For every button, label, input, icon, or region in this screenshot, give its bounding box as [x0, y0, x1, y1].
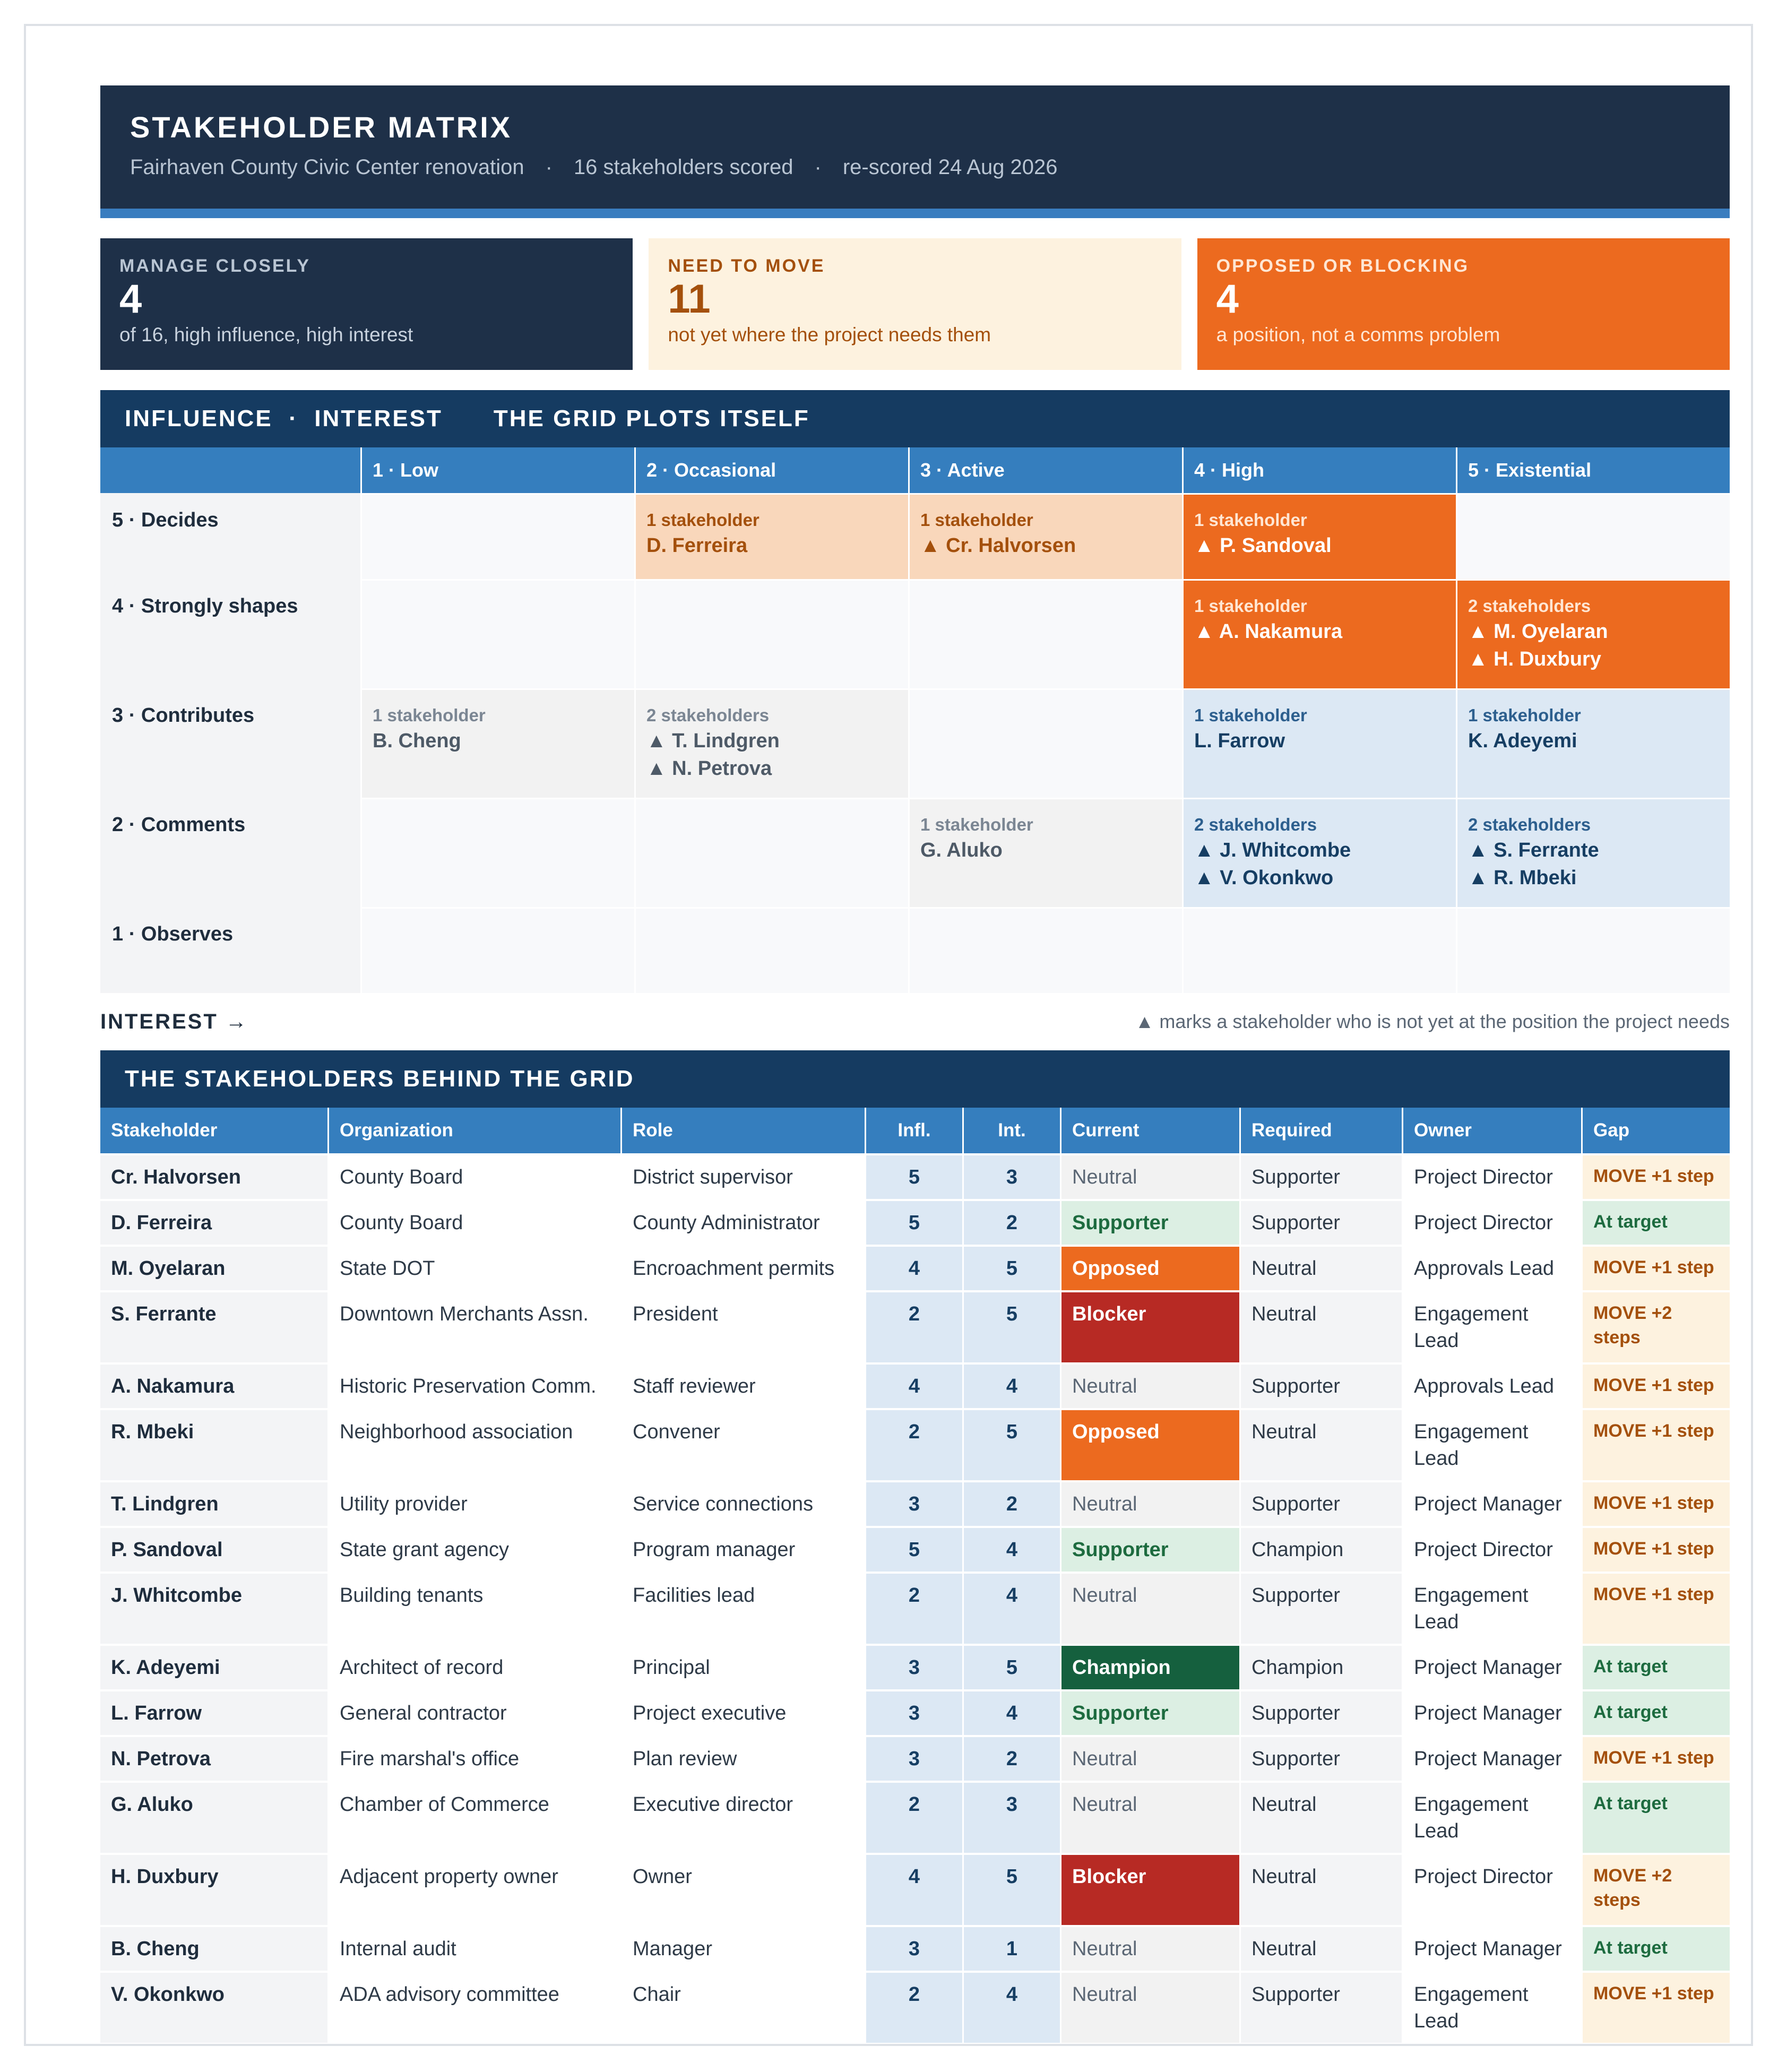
summary-cards	[100, 238, 1730, 370]
card-opposed-blocking	[1197, 238, 1730, 370]
column-header: Role	[620, 1108, 865, 1153]
role-cell: Owner	[620, 1853, 865, 1925]
scored-count: 16 stakeholders scored	[573, 156, 793, 179]
grid-cell	[634, 688, 908, 798]
organization-cell: General contractor	[327, 1689, 620, 1735]
gap-badge: MOVE +1 step	[1581, 1408, 1730, 1480]
table-section-header	[100, 1050, 1730, 1108]
stakeholder-name: H. Duxbury	[100, 1853, 327, 1925]
role-cell: Chair	[620, 1971, 865, 2043]
cell-count: 1 stakeholder	[1194, 705, 1307, 725]
gap-badge: MOVE +1 step	[1581, 1480, 1730, 1526]
organization-cell: Downtown Merchants Assn.	[327, 1290, 620, 1362]
page-title: STAKEHOLDER MATRIX	[130, 110, 513, 144]
grid-cell	[908, 579, 1182, 688]
organization-cell: Utility provider	[327, 1480, 620, 1526]
grid-legend	[100, 993, 1730, 1050]
card-value: 4	[1216, 277, 1239, 322]
organization-cell: County Board	[327, 1199, 620, 1245]
grid-row-label: 4 · Strongly shapes	[100, 579, 360, 688]
current-status: Opposed	[1060, 1245, 1239, 1290]
grid-section-header	[100, 390, 1730, 447]
cell-stakeholder-name: G. Aluko	[920, 839, 1003, 861]
interest-score: 2	[962, 1735, 1060, 1781]
organization-cell: State DOT	[327, 1245, 620, 1290]
owner-cell: Engagement Lead	[1402, 1781, 1581, 1853]
grid-section-subtitle: THE GRID PLOTS ITSELF	[493, 405, 810, 431]
grid-cell	[360, 688, 634, 798]
owner-cell: Engagement Lead	[1402, 1290, 1581, 1362]
role-cell: Staff reviewer	[620, 1362, 865, 1408]
cell-count: 2 stakeholders	[646, 705, 770, 725]
influence-interest-grid	[100, 447, 1730, 993]
cell-stakeholder-name: ▲ V. Okonkwo	[1194, 867, 1334, 889]
required-status: Neutral	[1239, 1925, 1402, 1971]
separator: ·	[814, 156, 822, 179]
influence-score: 3	[865, 1735, 962, 1781]
owner-cell: Project Manager	[1402, 1480, 1581, 1526]
owner-cell: Engagement Lead	[1402, 1572, 1581, 1644]
current-status: Neutral	[1060, 1480, 1239, 1526]
current-status: Champion	[1060, 1644, 1239, 1689]
stakeholder-name: M. Oyelaran	[100, 1245, 327, 1290]
cell-count: 1 stakeholder	[920, 510, 1033, 530]
role-cell: President	[620, 1290, 865, 1362]
organization-cell: State grant agency	[327, 1526, 620, 1572]
interest-score: 4	[962, 1971, 1060, 2043]
grid-cell	[1182, 798, 1456, 907]
interest-score: 2	[962, 1480, 1060, 1526]
influence-score: 2	[865, 1971, 962, 2043]
cell-count: 1 stakeholder	[1468, 705, 1581, 725]
stakeholder-name: L. Farrow	[100, 1689, 327, 1735]
gap-badge: At target	[1581, 1781, 1730, 1853]
required-status: Supporter	[1239, 1480, 1402, 1526]
stakeholder-name: A. Nakamura	[100, 1362, 327, 1408]
cell-stakeholder-name: ▲ R. Mbeki	[1468, 867, 1577, 889]
role-cell: Encroachment permits	[620, 1245, 865, 1290]
card-description: a position, not a comms problem	[1216, 324, 1500, 346]
grid-cell	[908, 907, 1182, 993]
interest-score: 5	[962, 1853, 1060, 1925]
grid-column-header: 2 · Occasional	[634, 447, 908, 493]
cell-stakeholder-name: L. Farrow	[1194, 730, 1285, 752]
column-header: Stakeholder	[100, 1108, 327, 1153]
required-status: Supporter	[1239, 1572, 1402, 1644]
cell-stakeholder-name: ▲ P. Sandoval	[1194, 534, 1332, 557]
influence-score: 2	[865, 1781, 962, 1853]
role-cell: Convener	[620, 1408, 865, 1480]
interest-score: 1	[962, 1925, 1060, 1971]
cell-count: 2 stakeholders	[1468, 596, 1591, 616]
grid-cell	[634, 798, 908, 907]
cell-stakeholder-name: B. Cheng	[373, 730, 461, 752]
required-status: Supporter	[1239, 1153, 1402, 1199]
owner-cell: Project Director	[1402, 1153, 1581, 1199]
grid-section-title: INFLUENCE · INTEREST	[125, 405, 443, 431]
role-cell: County Administrator	[620, 1199, 865, 1245]
stakeholder-name: B. Cheng	[100, 1925, 327, 1971]
card-value: 11	[668, 277, 711, 322]
influence-score: 3	[865, 1925, 962, 1971]
current-status: Neutral	[1060, 1735, 1239, 1781]
content	[100, 85, 1730, 2043]
current-status: Neutral	[1060, 1971, 1239, 2043]
influence-score: 2	[865, 1290, 962, 1362]
card-value: 4	[119, 277, 142, 322]
grid-corner-header	[100, 447, 360, 493]
stakeholder-name: N. Petrova	[100, 1735, 327, 1781]
grid-cell	[1182, 907, 1456, 993]
card-description: not yet where the project needs them	[668, 324, 991, 346]
current-status: Blocker	[1060, 1290, 1239, 1362]
grid-column-header: 3 · Active	[908, 447, 1182, 493]
cell-stakeholder-name: ▲ Cr. Halvorsen	[920, 534, 1076, 557]
column-header: Gap	[1581, 1108, 1730, 1153]
grid-cell	[908, 493, 1182, 579]
owner-cell: Project Director	[1402, 1199, 1581, 1245]
grid-cell	[908, 688, 1182, 798]
influence-score: 2	[865, 1408, 962, 1480]
interest-score: 4	[962, 1526, 1060, 1572]
organization-cell: Internal audit	[327, 1925, 620, 1971]
influence-score: 4	[865, 1245, 962, 1290]
page-subtitle	[130, 153, 1700, 181]
organization-cell: Historic Preservation Comm.	[327, 1362, 620, 1408]
required-status: Champion	[1239, 1644, 1402, 1689]
grid-cell	[634, 493, 908, 579]
current-status: Supporter	[1060, 1199, 1239, 1245]
role-cell: Manager	[620, 1925, 865, 1971]
current-status: Supporter	[1060, 1526, 1239, 1572]
cell-count: 1 stakeholder	[920, 815, 1033, 834]
grid-column-header: 1 · Low	[360, 447, 634, 493]
owner-cell: Approvals Lead	[1402, 1362, 1581, 1408]
required-status: Supporter	[1239, 1199, 1402, 1245]
role-cell: Principal	[620, 1644, 865, 1689]
card-label: NEED TO MOVE	[668, 256, 825, 276]
influence-score: 5	[865, 1199, 962, 1245]
column-header: Current	[1060, 1108, 1239, 1153]
owner-cell: Engagement Lead	[1402, 1971, 1581, 2043]
project-name: Fairhaven County Civic Center renovation	[130, 156, 524, 179]
stakeholder-name: V. Okonkwo	[100, 1971, 327, 2043]
grid-cell	[1456, 907, 1730, 993]
current-status: Neutral	[1060, 1572, 1239, 1644]
current-status: Opposed	[1060, 1408, 1239, 1480]
influence-score: 3	[865, 1480, 962, 1526]
required-status: Neutral	[1239, 1781, 1402, 1853]
card-description: of 16, high influence, high interest	[119, 324, 413, 346]
grid-cell	[634, 579, 908, 688]
table-section-title: THE STAKEHOLDERS BEHIND THE GRID	[125, 1066, 635, 1092]
cell-stakeholder-name: ▲ M. Oyelaran	[1468, 620, 1608, 643]
organization-cell: Fire marshal's office	[327, 1735, 620, 1781]
gap-badge: MOVE +1 step	[1581, 1245, 1730, 1290]
organization-cell: ADA advisory committee	[327, 1971, 620, 2043]
influence-score: 2	[865, 1572, 962, 1644]
grid-cell	[360, 907, 634, 993]
grid-row-label: 3 · Contributes	[100, 688, 360, 798]
grid-cell	[360, 493, 634, 579]
column-header: Owner	[1402, 1108, 1581, 1153]
gap-badge: MOVE +1 step	[1581, 1526, 1730, 1572]
owner-cell: Project Manager	[1402, 1689, 1581, 1735]
stakeholder-name: Cr. Halvorsen	[100, 1153, 327, 1199]
required-status: Neutral	[1239, 1290, 1402, 1362]
grid-cell	[634, 907, 908, 993]
column-header: Organization	[327, 1108, 620, 1153]
page-frame	[24, 24, 1753, 2046]
cell-count: 2 stakeholders	[1468, 815, 1591, 834]
gap-badge: MOVE +1 step	[1581, 1971, 1730, 2043]
interest-score: 4	[962, 1362, 1060, 1408]
influence-score: 4	[865, 1362, 962, 1408]
interest-score: 5	[962, 1408, 1060, 1480]
gap-badge: MOVE +1 step	[1581, 1153, 1730, 1199]
interest-score: 4	[962, 1689, 1060, 1735]
owner-cell: Project Director	[1402, 1526, 1581, 1572]
grid-cell	[1456, 579, 1730, 688]
cell-stakeholder-name: ▲ S. Ferrante	[1468, 839, 1599, 861]
interest-score: 3	[962, 1153, 1060, 1199]
cell-count: 1 stakeholder	[1194, 596, 1307, 616]
stakeholder-name: D. Ferreira	[100, 1199, 327, 1245]
influence-score: 4	[865, 1853, 962, 1925]
grid-column-header: 4 · High	[1182, 447, 1456, 493]
owner-cell: Engagement Lead	[1402, 1408, 1581, 1480]
current-status: Neutral	[1060, 1781, 1239, 1853]
influence-score: 5	[865, 1153, 962, 1199]
required-status: Supporter	[1239, 1971, 1402, 2043]
interest-score: 3	[962, 1781, 1060, 1853]
gap-badge: At target	[1581, 1644, 1730, 1689]
stakeholder-name: J. Whitcombe	[100, 1572, 327, 1644]
owner-cell: Approvals Lead	[1402, 1245, 1581, 1290]
grid-cell	[360, 579, 634, 688]
role-cell: Executive director	[620, 1781, 865, 1853]
column-header: Infl.	[865, 1108, 962, 1153]
required-status: Neutral	[1239, 1853, 1402, 1925]
cell-stakeholder-name: K. Adeyemi	[1468, 730, 1577, 752]
cell-stakeholder-name: ▲ T. Lindgren	[646, 730, 780, 752]
page-header	[100, 85, 1730, 218]
influence-score: 5	[865, 1526, 962, 1572]
grid-cell	[1182, 688, 1456, 798]
stakeholder-name: K. Adeyemi	[100, 1644, 327, 1689]
grid-column-header: 5 · Existential	[1456, 447, 1730, 493]
required-status: Supporter	[1239, 1735, 1402, 1781]
organization-cell: Chamber of Commerce	[327, 1781, 620, 1853]
interest-score: 4	[962, 1572, 1060, 1644]
stakeholder-name: S. Ferrante	[100, 1290, 327, 1362]
cell-count: 2 stakeholders	[1194, 815, 1317, 834]
grid-cell	[1182, 579, 1456, 688]
owner-cell: Project Manager	[1402, 1735, 1581, 1781]
gap-badge: MOVE +1 step	[1581, 1362, 1730, 1408]
influence-score: 3	[865, 1644, 962, 1689]
card-label: OPPOSED OR BLOCKING	[1216, 256, 1470, 276]
required-status: Champion	[1239, 1526, 1402, 1572]
interest-score: 2	[962, 1199, 1060, 1245]
current-status: Neutral	[1060, 1153, 1239, 1199]
role-cell: Plan review	[620, 1735, 865, 1781]
gap-badge: MOVE +2 steps	[1581, 1290, 1730, 1362]
column-header: Required	[1239, 1108, 1402, 1153]
role-cell: Service connections	[620, 1480, 865, 1526]
owner-cell: Project Manager	[1402, 1644, 1581, 1689]
grid-cell	[1456, 688, 1730, 798]
role-cell: Program manager	[620, 1526, 865, 1572]
gap-badge: MOVE +2 steps	[1581, 1853, 1730, 1925]
organization-cell: County Board	[327, 1153, 620, 1199]
stakeholder-name: G. Aluko	[100, 1781, 327, 1853]
grid-cell	[360, 798, 634, 907]
grid-row-label: 5 · Decides	[100, 493, 360, 579]
current-status: Blocker	[1060, 1853, 1239, 1925]
interest-score: 5	[962, 1644, 1060, 1689]
organization-cell: Neighborhood association	[327, 1408, 620, 1480]
gap-badge: MOVE +1 step	[1581, 1572, 1730, 1644]
stakeholder-name: R. Mbeki	[100, 1408, 327, 1480]
grid-row-label: 1 · Observes	[100, 907, 360, 993]
owner-cell: Project Director	[1402, 1853, 1581, 1925]
grid-cell	[908, 798, 1182, 907]
column-header: Int.	[962, 1108, 1060, 1153]
current-status: Supporter	[1060, 1689, 1239, 1735]
cell-stakeholder-name: ▲ J. Whitcombe	[1194, 839, 1351, 861]
organization-cell: Adjacent property owner	[327, 1853, 620, 1925]
gap-badge: At target	[1581, 1199, 1730, 1245]
role-cell: Facilities lead	[620, 1572, 865, 1644]
required-status: Supporter	[1239, 1362, 1402, 1408]
required-status: Neutral	[1239, 1245, 1402, 1290]
grid-cell	[1456, 798, 1730, 907]
influence-score: 3	[865, 1689, 962, 1735]
current-status: Neutral	[1060, 1362, 1239, 1408]
legend-note: ▲ marks a stakeholder who is not yet at the position the project needs	[1135, 1011, 1730, 1032]
cell-count: 1 stakeholder	[373, 705, 486, 725]
interest-score: 5	[962, 1245, 1060, 1290]
grid-cell	[1456, 493, 1730, 579]
role-cell: District supervisor	[620, 1153, 865, 1199]
cell-count: 1 stakeholder	[1194, 510, 1307, 530]
cell-stakeholder-name: D. Ferreira	[646, 534, 748, 557]
current-status: Neutral	[1060, 1925, 1239, 1971]
role-cell: Project executive	[620, 1689, 865, 1735]
gap-badge: At target	[1581, 1925, 1730, 1971]
rescored-date: re-scored 24 Aug 2026	[842, 156, 1058, 179]
grid-row-label: 2 · Comments	[100, 798, 360, 907]
card-label: MANAGE CLOSELY	[119, 256, 311, 276]
stakeholder-name: P. Sandoval	[100, 1526, 327, 1572]
stakeholder-name: T. Lindgren	[100, 1480, 327, 1526]
organization-cell: Architect of record	[327, 1644, 620, 1689]
required-status: Supporter	[1239, 1689, 1402, 1735]
required-status: Neutral	[1239, 1408, 1402, 1480]
stakeholder-table	[100, 1108, 1730, 2043]
interest-axis-label: INTEREST →	[100, 1009, 248, 1033]
interest-score: 5	[962, 1290, 1060, 1362]
cell-stakeholder-name: ▲ N. Petrova	[646, 757, 772, 780]
gap-badge: At target	[1581, 1689, 1730, 1735]
separator: ·	[545, 156, 553, 179]
organization-cell: Building tenants	[327, 1572, 620, 1644]
cell-count: 1 stakeholder	[646, 510, 759, 530]
grid-cell	[1182, 493, 1456, 579]
card-need-to-move	[649, 238, 1181, 370]
cell-stakeholder-name: ▲ A. Nakamura	[1194, 620, 1343, 643]
card-manage-closely	[100, 238, 633, 370]
gap-badge: MOVE +1 step	[1581, 1735, 1730, 1781]
owner-cell: Project Manager	[1402, 1925, 1581, 1971]
cell-stakeholder-name: ▲ H. Duxbury	[1468, 648, 1601, 670]
